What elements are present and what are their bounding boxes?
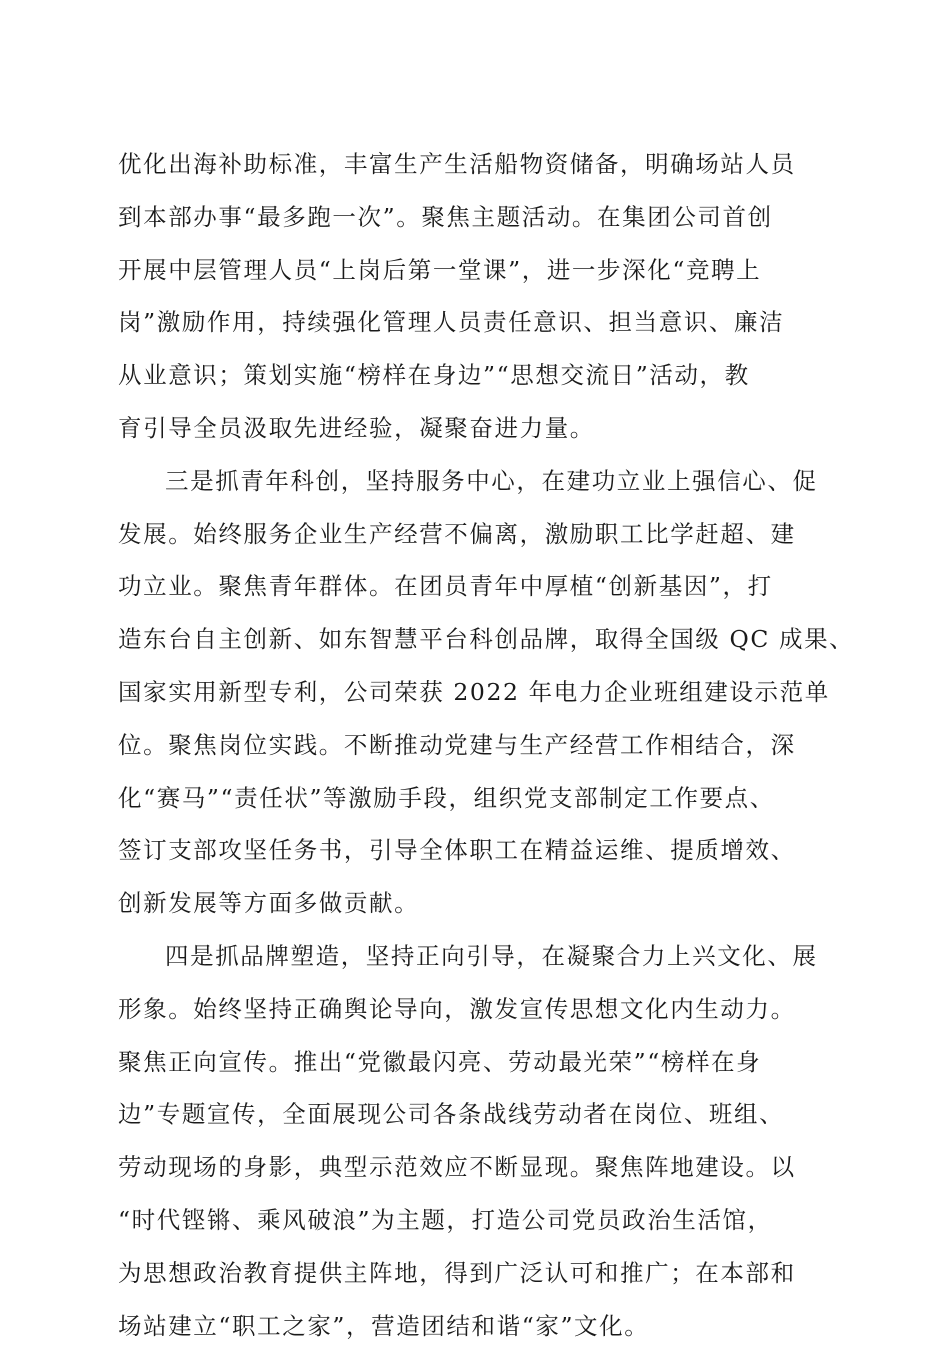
text-line: 从业意识；策划实施“榜样在身边”“思想交流日”活动，教 xyxy=(118,361,750,390)
text-line: 形象。始终坚持正确舆论导向，激发宣传思想文化内生动力。 xyxy=(118,994,796,1023)
text-line: 聚焦正向宣传。推出“党徽最闪亮、劳动最光荣”“榜样在身 xyxy=(118,1047,762,1076)
text-line: 育引导全员汲取先进经验，凝聚奋进力量。 xyxy=(118,413,595,442)
text-line: 开展中层管理人员“上岗后第一堂课”，进一步深化“竞聘上 xyxy=(118,255,762,284)
text-line: 化“赛马”“责任状”等激励手段，组织党支部制定工作要点、 xyxy=(118,783,775,812)
text-line: 造东台自主创新、如东智慧平台科创品牌，取得全国级 QC 成果、 xyxy=(118,625,855,654)
text-line: 创新发展等方面多做贡献。 xyxy=(118,889,420,918)
text-line: 边”专题宣传，全面展现公司各条战线劳动者在岗位、班组、 xyxy=(118,1100,785,1129)
text-line: 岗”激励作用，持续强化管理人员责任意识、担当意识、廉洁 xyxy=(118,308,785,337)
text-line: 位。聚焦岗位实践。不断推动党建与生产经营工作相结合，深 xyxy=(118,730,796,759)
text-line: 国家实用新型专利，公司荣获 2022 年电力企业班组建设示范单 xyxy=(118,677,830,706)
text-line: 劳动现场的身影，典型示范效应不断显现。聚焦阵地建设。以 xyxy=(118,1153,796,1182)
text-line: 签订支部攻坚任务书，引导全体职工在精益运维、提质增效、 xyxy=(118,836,796,865)
paragraph-three-first-line: 三是抓青年科创，坚持服务中心，在建功立业上强信心、促 xyxy=(165,466,818,495)
text-line: 为思想政治教育提供主阵地，得到广泛认可和推广；在本部和 xyxy=(118,1258,796,1287)
body-text xyxy=(118,142,855,1356)
text-line: 优化出海补助标准，丰富生产生活船物资储备，明确场站人员 xyxy=(118,150,796,178)
text-line: 场站建立“职工之家”，营造团结和谐“家”文化。 xyxy=(118,1311,650,1340)
text-line: 到本部办事“最多跑一次”。聚焦主题活动。在集团公司首创 xyxy=(118,202,773,231)
text-line: 功立业。聚焦青年群体。在团员青年中厚植“创新基因”，打 xyxy=(118,572,773,601)
text-line: 发展。始终服务企业生产经营不偏离，激励职工比学赶超、建 xyxy=(118,519,796,548)
paragraph-four-first-line: 四是抓品牌塑造，坚持正向引导，在凝聚合力上兴文化、展 xyxy=(165,941,818,970)
text-line: “时代铿锵、乘风破浪”为主题，打造公司党员政治生活馆， xyxy=(118,1205,773,1234)
